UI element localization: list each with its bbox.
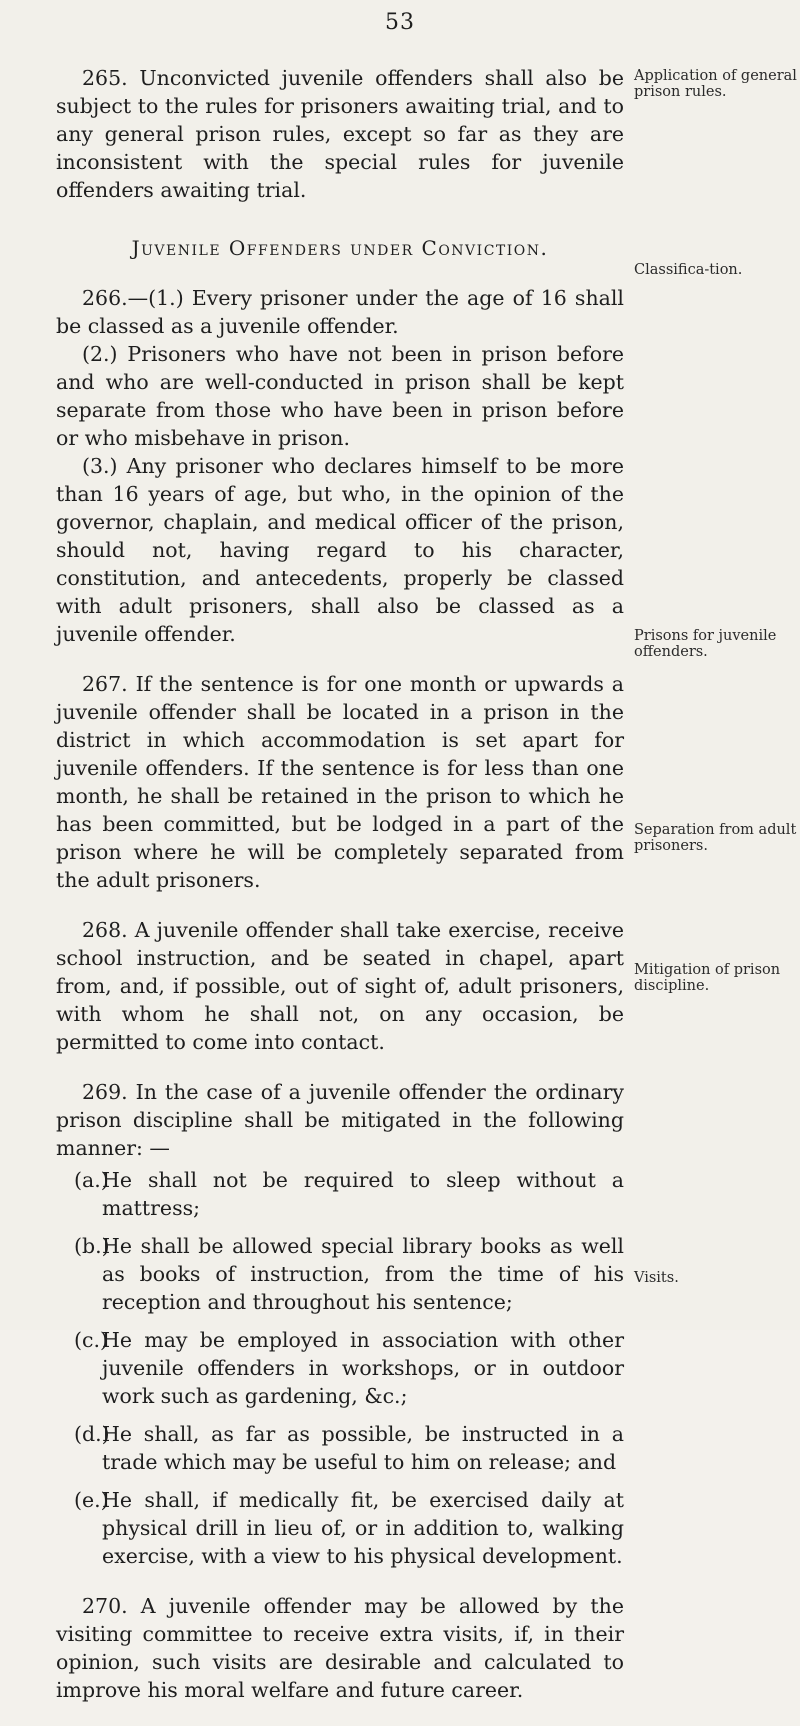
margin-note-application: Application of general prison rules. xyxy=(634,68,797,100)
margin-note-mitigation: Mitigation of prison discipline. xyxy=(634,962,781,994)
clause-d xyxy=(56,1420,624,1476)
clause-text: He shall not be required to sleep without a mattress; xyxy=(102,1168,624,1220)
clause-label: (b.) xyxy=(74,1234,110,1258)
clause-b xyxy=(56,1232,624,1316)
clause-label: (a.) xyxy=(74,1168,109,1192)
clause-c xyxy=(56,1326,624,1410)
section-266-clause-3: (3.) Any prisoner who declares himself to be more than 16 years of age, but who, in the opinion of the governor, chaplain, and medical officer of the prison, should not, having regard to his character, constitution, and antecedents, properly be classed with adult prisoners, shall also be classed as a juvenile offender. xyxy=(56,454,624,646)
clause-label: (c.) xyxy=(74,1328,108,1352)
margin-note-separation: Separation from adult prisoners. xyxy=(634,822,797,854)
section-266-clause-2: (2.) Prisoners who have not been in prison before and who are well-conducted in prison shall be kept separate from those who have been in prison before or who misbehave in prison. xyxy=(56,342,624,450)
section-265: 265. Unconvicted juvenile offenders shall also be subject to the rules for prisoners awaiting trial, and to any general prison rules, except so far as they are inconsistent with the special rules for juvenile offenders awaiting trial. xyxy=(56,66,624,202)
section-269 xyxy=(56,1078,624,1570)
section-266-clause-1: 266.—(1.) Every prisoner under the age of 16 shall be classed as a juvenile offender. xyxy=(56,286,624,338)
section-269-intro: 269. In the case of a juvenile offender the ordinary prison discipline shall be mitigated in the following manner: — xyxy=(56,1080,624,1160)
clause-text: He shall be allowed special library books as well as books of instruction, from the time of his reception and throughout his sentence; xyxy=(102,1234,624,1314)
section-267: 267. If the sentence is for one month or upwards a juvenile offender shall be located in a prison in the district in which accommodation is set apart for juvenile offenders. If the sentence is for less than one month, he shall be retained in the prison to which he has been committed, but be lodged in a part of the prison where he will be completely separated from the adult prisoners. xyxy=(56,672,624,892)
clause-label: (d.) xyxy=(74,1422,110,1446)
main-text-column xyxy=(56,64,624,1726)
clause-text: He shall, if medically fit, be exercised daily at physical drill in lieu of, or in addition to, walking exercise, with a view to his physical development. xyxy=(102,1488,624,1568)
section-268: 268. A juvenile offender shall take exercise, receive school instruction, and be seated in chapel, apart from, and, if possible, out of sight of, adult prisoners, with whom he shall not, on any occasion, be permitted to come into contact. xyxy=(56,918,624,1054)
clause-label: (e.) xyxy=(74,1488,109,1512)
section-heading: Juvenile Offenders under Conviction. xyxy=(131,236,549,260)
clause-text: He may be employed in association with other juvenile offenders in workshops, or in outdoor work such as gardening, &c.; xyxy=(102,1328,624,1408)
clause-a xyxy=(56,1166,624,1222)
section-270: 270. A juvenile offender may be allowed by the visiting committee to receive extra visits, if, in their opinion, such visits are desirable and calculated to improve his moral welfare and future career. xyxy=(56,1594,624,1702)
section-269-clauses xyxy=(56,1166,624,1570)
margin-note-classification: Classifica-tion. xyxy=(634,262,743,278)
clause-e xyxy=(56,1486,624,1570)
margin-note-prisons-for-juveniles: Prisons for juvenile offenders. xyxy=(634,628,777,660)
margin-note-visits: Visits. xyxy=(634,1270,679,1286)
section-266 xyxy=(56,284,624,648)
page-number: 53 xyxy=(385,10,415,35)
clause-text: He shall, as far as possible, be instructed in a trade which may be useful to him on release; and xyxy=(102,1422,624,1474)
